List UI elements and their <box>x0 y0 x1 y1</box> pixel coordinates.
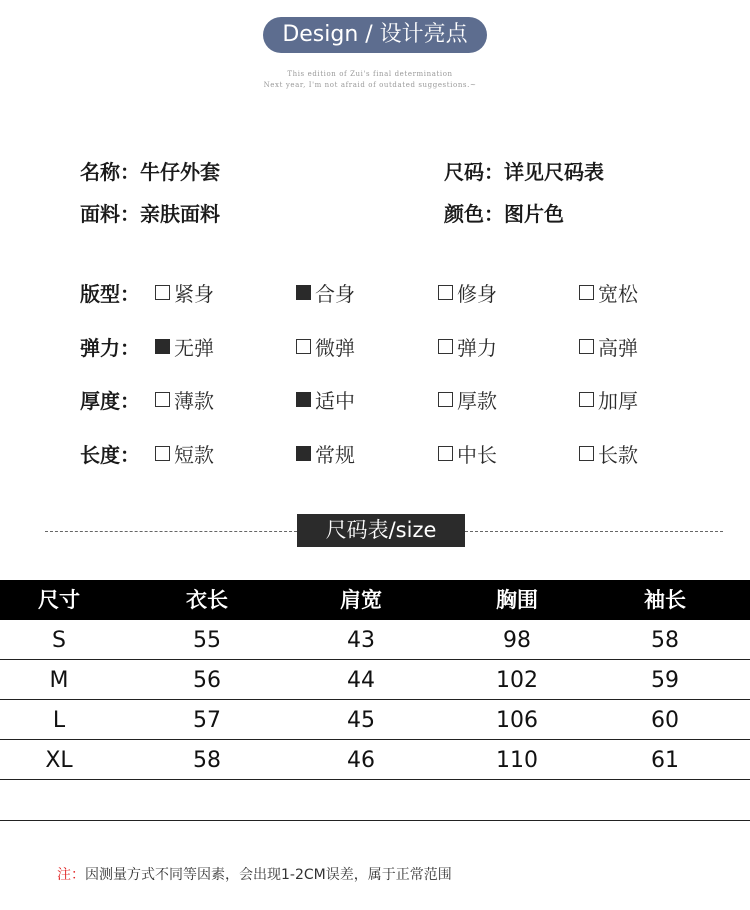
table-cell: 60 <box>651 708 679 733</box>
table-cell: 57 <box>193 708 221 733</box>
attribute-option <box>438 439 497 468</box>
product-color: 颜色：图片色 <box>444 202 564 226</box>
unchecked-box-icon <box>579 285 594 300</box>
attribute-option-label: 薄款 <box>174 389 214 413</box>
table-header-cell: 胸围 <box>496 588 538 612</box>
attribute-option-label: 修身 <box>457 282 497 306</box>
table-cell: 59 <box>651 668 679 693</box>
table-row <box>0 620 750 660</box>
attribute-option <box>296 332 355 361</box>
table-cell: 56 <box>193 668 221 693</box>
table-row <box>0 660 750 700</box>
attribute-option <box>155 332 214 361</box>
table-cell: 44 <box>347 668 375 693</box>
table-header-cell: 尺寸 <box>38 588 80 612</box>
attribute-option <box>579 385 638 414</box>
table-cell: 43 <box>347 628 375 653</box>
attribute-option-label: 无弹 <box>174 336 214 360</box>
unchecked-box-icon <box>296 339 311 354</box>
size-table <box>0 580 750 821</box>
checked-box-icon <box>296 446 311 461</box>
attribute-option-label: 合身 <box>315 282 355 306</box>
attribute-option <box>296 385 355 414</box>
footnote-text: 因测量方式不同等因素，会出现1-2CM误差，属于正常范围 <box>85 867 452 883</box>
table-cell: 102 <box>496 668 538 693</box>
table-row <box>0 700 750 740</box>
attribute-option-label: 适中 <box>315 389 355 413</box>
attribute-option <box>579 332 638 361</box>
attribute-label: 厚度： <box>80 389 140 413</box>
attribute-option-label: 加厚 <box>598 389 638 413</box>
table-cell: 106 <box>496 708 538 733</box>
table-body <box>0 620 750 780</box>
table-cell: M <box>49 668 69 693</box>
attribute-option <box>155 385 214 414</box>
attribute-option <box>155 439 214 468</box>
table-cell: 61 <box>651 748 679 773</box>
attribute-option-label: 长款 <box>598 443 638 467</box>
attribute-label: 版型： <box>80 282 140 306</box>
attribute-option <box>296 278 355 307</box>
table-header-cell: 袖长 <box>644 588 686 612</box>
divider-left <box>45 531 297 532</box>
attribute-option-label: 紧身 <box>174 282 214 306</box>
unchecked-box-icon <box>579 446 594 461</box>
table-cell: 58 <box>651 628 679 653</box>
table-cell: 58 <box>193 748 221 773</box>
unchecked-box-icon <box>579 392 594 407</box>
attribute-option-label: 常规 <box>315 443 355 467</box>
table-empty-row <box>0 780 750 821</box>
attribute-option <box>438 278 497 307</box>
product-fabric: 面料：亲肤面料 <box>80 202 220 226</box>
unchecked-box-icon <box>579 339 594 354</box>
subtitle-line-2: Next year, I'm not afraid of outdated suggestions.~ <box>263 81 477 89</box>
design-title-pill: Design / 设计亮点 <box>263 17 487 53</box>
attribute-option <box>438 332 497 361</box>
attribute-option <box>438 385 497 414</box>
table-cell: 98 <box>503 628 531 653</box>
unchecked-box-icon <box>438 392 453 407</box>
checked-box-icon <box>296 285 311 300</box>
product-name: 名称：牛仔外套 <box>80 160 220 184</box>
unchecked-box-icon <box>155 392 170 407</box>
unchecked-box-icon <box>438 446 453 461</box>
attribute-option <box>155 278 214 307</box>
unchecked-box-icon <box>438 339 453 354</box>
checked-box-icon <box>296 392 311 407</box>
unchecked-box-icon <box>155 446 170 461</box>
table-header-cell: 肩宽 <box>340 588 382 612</box>
attribute-option-label: 厚款 <box>457 389 497 413</box>
checked-box-icon <box>155 339 170 354</box>
attribute-option-label: 微弹 <box>315 336 355 360</box>
attribute-option-label: 高弹 <box>598 336 638 360</box>
attribute-option <box>296 439 355 468</box>
attribute-option-label: 短款 <box>174 443 214 467</box>
table-cell: 110 <box>496 748 538 773</box>
footnote-prefix: 注： <box>57 867 85 883</box>
attribute-option-label: 中长 <box>457 443 497 467</box>
table-header-cell: 衣长 <box>186 588 228 612</box>
table-cell: XL <box>45 748 73 773</box>
subtitle-line-1: This edition of Zui's final determination <box>287 70 453 78</box>
table-cell: S <box>52 628 66 653</box>
table-cell: 45 <box>347 708 375 733</box>
footnote <box>57 864 452 884</box>
table-cell: L <box>52 708 66 733</box>
attribute-option <box>579 439 638 468</box>
attribute-option <box>579 278 638 307</box>
table-header <box>0 580 750 620</box>
attribute-option-label: 宽松 <box>598 282 638 306</box>
divider-right <box>465 531 723 532</box>
size-chart-title: 尺码表/size <box>297 514 465 547</box>
attribute-label: 长度： <box>80 443 140 467</box>
attribute-label: 弹力： <box>80 336 140 360</box>
table-cell: 46 <box>347 748 375 773</box>
attribute-option-label: 弹力 <box>457 336 497 360</box>
unchecked-box-icon <box>438 285 453 300</box>
product-size: 尺码：详见尺码表 <box>444 160 604 184</box>
unchecked-box-icon <box>155 285 170 300</box>
table-row <box>0 740 750 780</box>
table-cell: 55 <box>193 628 221 653</box>
